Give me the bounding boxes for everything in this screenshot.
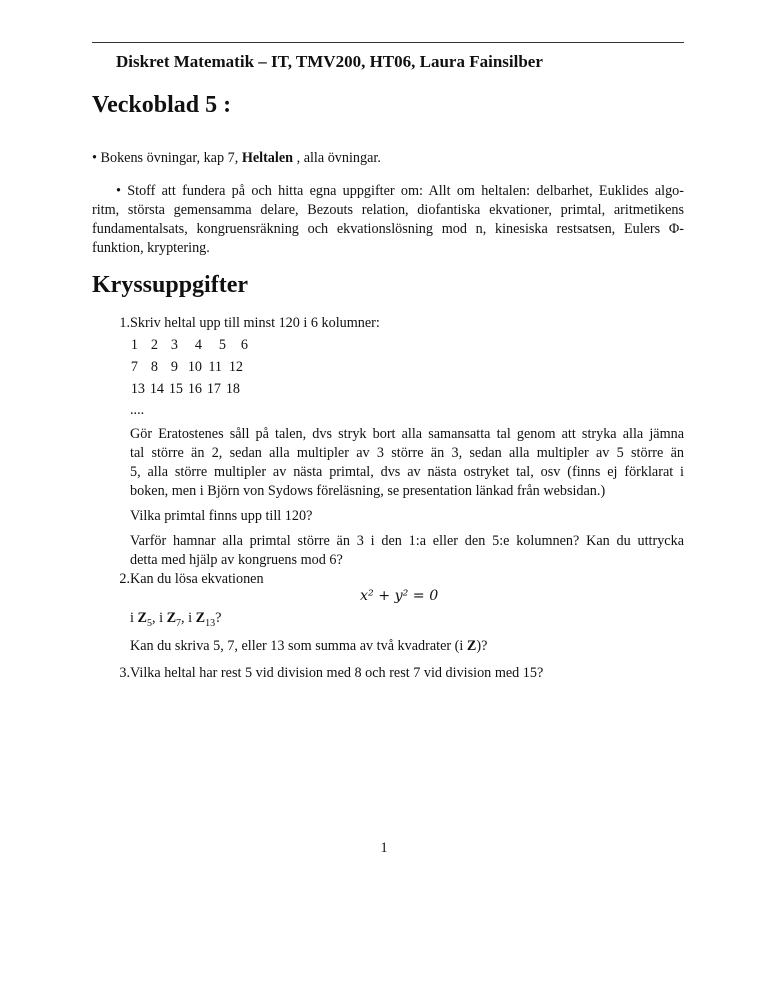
bullet-exercises-pre: Bokens övningar, kap 7, bbox=[100, 150, 239, 166]
ring-z: Z bbox=[195, 610, 206, 626]
ring-subscript: 5 bbox=[146, 617, 152, 629]
number-grid bbox=[130, 336, 684, 420]
grid-row bbox=[130, 336, 684, 355]
grid-ellipsis: .... bbox=[130, 402, 145, 418]
grid-cell: 9 bbox=[170, 359, 178, 375]
exercise-1-question: Vilka primtal finns upp till 120? bbox=[130, 508, 313, 524]
sieve-line: boken, men i Björn von Sydows föreläsning, se presentation länkad från websidan.) bbox=[130, 483, 606, 499]
exercise-2-intro: Kan du lösa ekvationen bbox=[130, 571, 264, 587]
grid-cell: 1 bbox=[130, 337, 138, 353]
grid-cell: 10 bbox=[187, 359, 202, 375]
topics-line-2: ritm, största gemensamma delare, Bezouts relation, diofantiska ekvationer, primtal, aritmetikens bbox=[92, 202, 684, 218]
section-title: Kryssuppgifter bbox=[92, 272, 248, 298]
topics-line-3: fundamentalsats, kongruensräkning och ekvationslösning mod n, kinesiska restsatsen, Eulers Φ- bbox=[92, 221, 684, 237]
rings-text: ? bbox=[215, 610, 222, 626]
rings-text: , i bbox=[151, 610, 164, 626]
exercise-number: 3. bbox=[119, 665, 130, 681]
rings-line bbox=[130, 609, 684, 633]
page-header: Diskret Matematik – IT, TMV200, HT06, Laura Fainsilber bbox=[116, 52, 543, 71]
grid-cell: 6 bbox=[240, 337, 248, 353]
exercise-1-intro: Skriv heltal upp till minst 120 i 6 kolumner: bbox=[130, 315, 380, 331]
exercise-1-why bbox=[130, 532, 684, 570]
ring-subscript: 13 bbox=[205, 617, 216, 629]
grid-cell: 16 bbox=[187, 381, 202, 397]
page-number: 1 bbox=[380, 840, 388, 856]
why-line: detta med hjälp av kongruens mod 6? bbox=[130, 552, 343, 568]
sieve-line: Gör Eratostenes såll på talen, dvs stryk bort alla samansatta tal genom att stryka alla jämna bbox=[130, 426, 684, 442]
sum-z: Z bbox=[466, 637, 477, 654]
rings-text: , i bbox=[181, 610, 193, 626]
bullet-exercises bbox=[92, 149, 381, 168]
top-rule bbox=[92, 42, 684, 43]
grid-cell: 14 bbox=[149, 381, 164, 397]
bullet-exercises-post: , alla övningar. bbox=[296, 150, 381, 166]
ring-z: Z bbox=[137, 610, 147, 626]
sieve-instructions bbox=[130, 425, 684, 501]
bullet-topics bbox=[92, 182, 684, 258]
grid-cell: 15 bbox=[168, 381, 183, 397]
grid-cell: 3 bbox=[170, 337, 178, 353]
equation: x² + y² = 0 bbox=[360, 588, 439, 604]
exercise-number: 1. bbox=[119, 315, 130, 331]
exercise-number: 2. bbox=[119, 571, 130, 587]
sieve-line: tal större än 2, sedan alla multipler av 3 större än 3, sedan alla multipler av 5 större än bbox=[130, 445, 684, 461]
why-line: Varför hamnar alla primtal större än 3 i den 1:a eller den 5:e kolumnen? Kan du uttrycka bbox=[130, 533, 684, 549]
sum-text: )? bbox=[476, 637, 488, 654]
grid-cell: 4 bbox=[194, 337, 202, 353]
bullet-exercises-bold: Heltalen bbox=[241, 150, 294, 166]
grid-row bbox=[130, 358, 684, 377]
exercise-3-text: Vilka heltal har rest 5 vid division med 8 och rest 7 vid division med 15? bbox=[130, 665, 544, 681]
sum-of-squares-question bbox=[130, 637, 684, 656]
grid-cell: 17 bbox=[206, 381, 221, 397]
ring-z: Z bbox=[166, 610, 177, 626]
ring-subscript: 7 bbox=[176, 617, 182, 629]
topics-line-4: funktion, kryptering. bbox=[92, 240, 210, 256]
grid-cell: 12 bbox=[228, 359, 243, 375]
rings-text: i bbox=[130, 610, 134, 626]
grid-cell: 5 bbox=[218, 337, 226, 353]
grid-cell: 11 bbox=[208, 359, 222, 375]
grid-cell: 13 bbox=[130, 381, 145, 397]
sieve-line: 5, alla större multipler av nästa primtal, dvs av nästa ostryket tal, osv (finns ej förklarat i bbox=[130, 464, 684, 480]
page-title: Veckoblad 5 : bbox=[92, 92, 232, 118]
topics-line-1: Stoff att fundera på och hitta egna uppgifter om: Allt om heltalen: delbarhet, Euklides algo- bbox=[127, 183, 685, 199]
grid-cell: 8 bbox=[150, 359, 158, 375]
grid-cell: 18 bbox=[225, 381, 240, 397]
sum-text: Kan du skriva 5, 7, eller 13 som summa av två kvadrater (i bbox=[130, 637, 464, 654]
grid-cell: 7 bbox=[130, 359, 138, 375]
grid-cell: 2 bbox=[150, 337, 158, 353]
grid-row bbox=[130, 380, 684, 399]
